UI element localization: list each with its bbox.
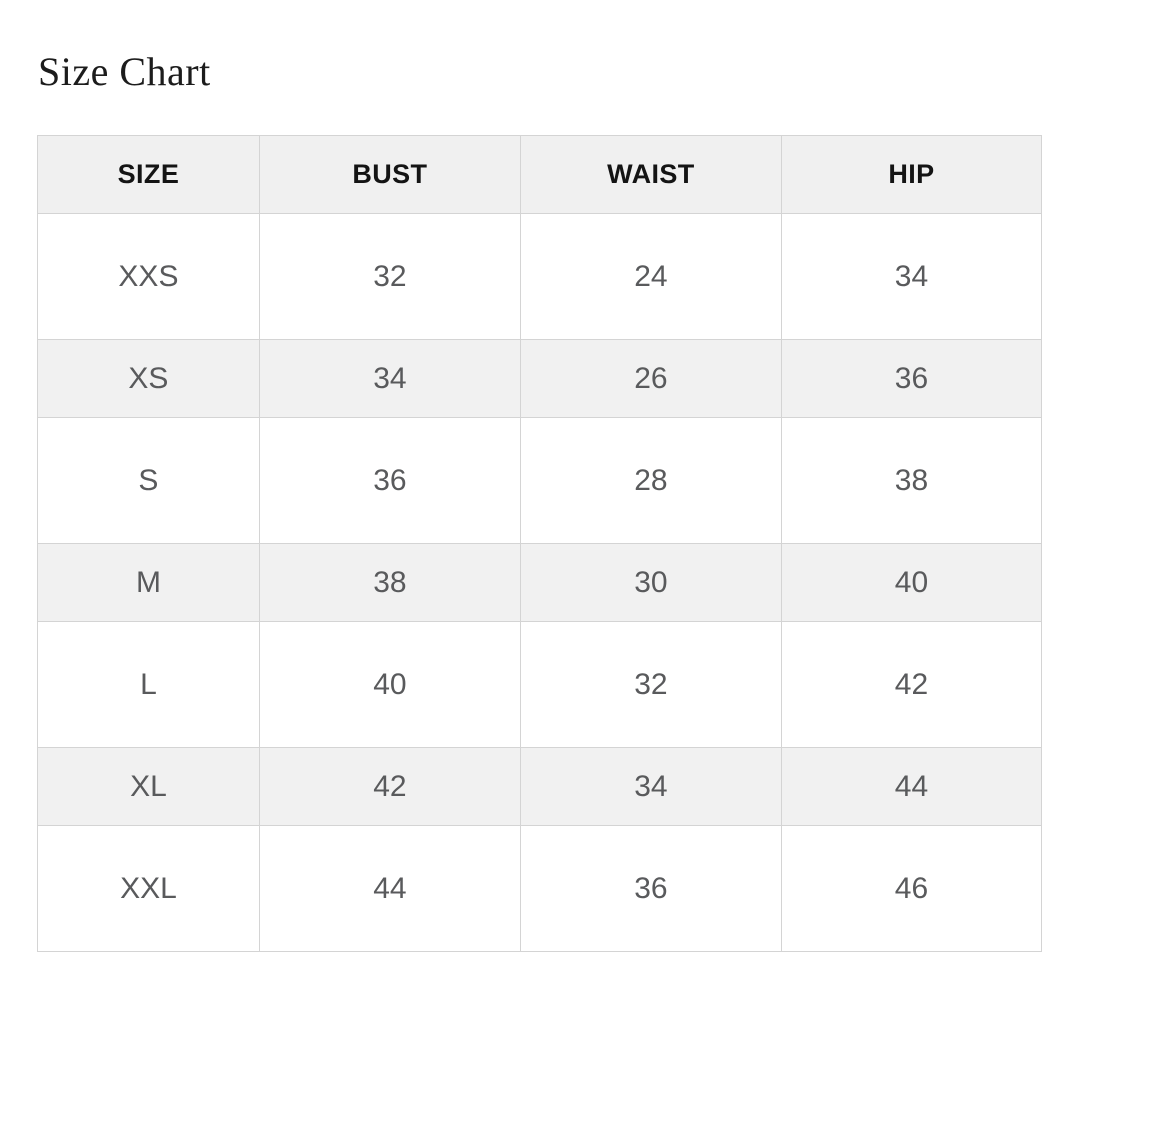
- cell-size: XXS: [38, 214, 260, 340]
- size-chart-table: [37, 135, 1042, 952]
- cell-size: XXL: [38, 826, 260, 952]
- cell-size: XS: [38, 340, 260, 418]
- cell-bust: 42: [259, 748, 520, 826]
- cell-size: M: [38, 544, 260, 622]
- table-row: [38, 622, 1042, 748]
- cell-waist: 36: [520, 826, 781, 952]
- cell-hip: 42: [781, 622, 1041, 748]
- table-row: [38, 340, 1042, 418]
- cell-size: S: [38, 418, 260, 544]
- cell-hip: 44: [781, 748, 1041, 826]
- cell-bust: 34: [259, 340, 520, 418]
- cell-size: L: [38, 622, 260, 748]
- cell-hip: 34: [781, 214, 1041, 340]
- cell-bust: 32: [259, 214, 520, 340]
- column-header-waist: WAIST: [520, 136, 781, 214]
- cell-size: XL: [38, 748, 260, 826]
- cell-waist: 26: [520, 340, 781, 418]
- page-title: Size Chart: [38, 49, 211, 94]
- cell-hip: 46: [781, 826, 1041, 952]
- table-row: [38, 418, 1042, 544]
- cell-bust: 40: [259, 622, 520, 748]
- cell-bust: 36: [259, 418, 520, 544]
- cell-waist: 34: [520, 748, 781, 826]
- table-row: [38, 214, 1042, 340]
- cell-waist: 24: [520, 214, 781, 340]
- cell-bust: 38: [259, 544, 520, 622]
- cell-waist: 32: [520, 622, 781, 748]
- column-header-size: SIZE: [38, 136, 260, 214]
- header-row: [38, 136, 1042, 214]
- cell-hip: 38: [781, 418, 1041, 544]
- cell-waist: 28: [520, 418, 781, 544]
- cell-hip: 40: [781, 544, 1041, 622]
- cell-bust: 44: [259, 826, 520, 952]
- table-row: [38, 544, 1042, 622]
- table-body: [38, 214, 1042, 952]
- table-row: [38, 826, 1042, 952]
- cell-waist: 30: [520, 544, 781, 622]
- cell-hip: 36: [781, 340, 1041, 418]
- column-header-hip: HIP: [781, 136, 1041, 214]
- column-header-bust: BUST: [259, 136, 520, 214]
- table-row: [38, 748, 1042, 826]
